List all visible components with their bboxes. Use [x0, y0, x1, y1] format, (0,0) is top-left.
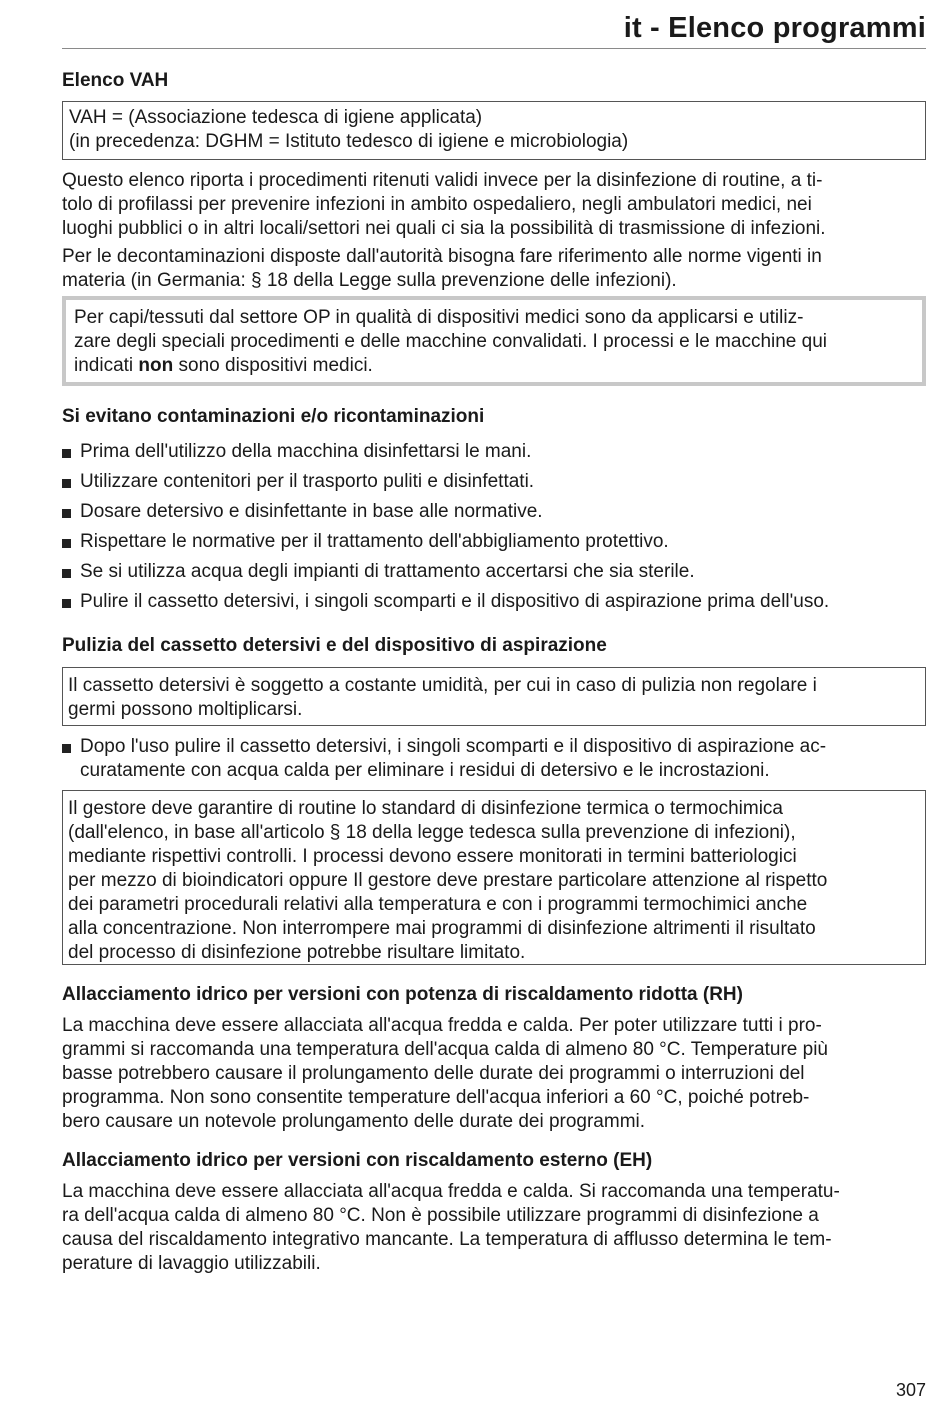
- box-line: Il cassetto detersivi è soggetto a costante umidità, per cui in caso di pulizia non regolare i: [68, 675, 817, 696]
- box-line: mediante rispettivi controlli. I processi devono essere monitorati in termini batteriologici: [68, 846, 797, 867]
- list-item: [62, 590, 932, 614]
- list-item-text: Se si utilizza acqua degli impianti di trattamento accertarsi che sia sterile.: [80, 561, 695, 582]
- list-item-text: Rispettare le normative per il trattamento dell'abbigliamento protettivo.: [80, 531, 669, 552]
- vah-box-line: (in precedenza: DGHM = Istituto tedesco di igiene e microbiologia): [69, 131, 629, 152]
- bullet-square-icon: [62, 479, 71, 488]
- text-line: materia (in Germania: § 18 della Legge sulla prevenzione delle infezioni).: [62, 270, 677, 291]
- box-line: del processo di disinfezione potrebbe risultare limitato.: [68, 942, 526, 963]
- note-text: sono dispositivi medici.: [173, 355, 373, 376]
- eh-heading: Allacciamento idrico per versioni con riscaldamento esterno (EH): [62, 1150, 653, 1171]
- text-line: tolo di profilassi per prevenire infezioni in ambito ospedaliero, negli ambulatori medici, nei: [62, 194, 812, 215]
- text-line: basse potrebbero causare il prolungamento delle durate dei programmi o interruzioni del: [62, 1063, 805, 1084]
- rh-paragraph: [62, 1014, 926, 1134]
- list-item: [62, 500, 932, 524]
- text-line: programma. Non sono consentite temperature dell'acqua inferiori a 60 °C, poiché potreb-: [62, 1087, 810, 1108]
- cleaning-heading: Pulizia del cassetto detersivi e del dispositivo di aspirazione: [62, 635, 607, 656]
- note-text: indicati: [74, 355, 139, 376]
- text-line: La macchina deve essere allacciata all'acqua fredda e calda. Si raccomanda una temperatu-: [62, 1181, 840, 1202]
- box-line: (dall'elenco, in base all'articolo § 18 della legge tedesca sulla prevenzione di infezioni),: [68, 822, 796, 843]
- box-line: per mezzo di bioindicatori oppure Il gestore deve prestare particolare attenzione al rispetto: [68, 870, 828, 891]
- list-item-text: Pulire il cassetto detersivi, i singoli scomparti e il dispositivo di aspirazione prima dell'uso.: [80, 591, 830, 612]
- text-line: La macchina deve essere allacciata all'acqua fredda e calda. Per poter utilizzare tutti i pro-: [62, 1015, 822, 1036]
- box-line: Il gestore deve garantire di routine lo standard di disinfezione termica o termochimica: [68, 798, 783, 819]
- text-line: grammi si raccomanda una temperatura dell'acqua calda di almeno 80 °C. Temperature più: [62, 1039, 829, 1060]
- text-line: Per le decontaminazioni disposte dall'autorità bisogna fare riferimento alle norme vigenti in: [62, 246, 822, 267]
- operator-responsibility-box: [62, 790, 926, 965]
- vah-box-line: VAH = (Associazione tedesca di igiene applicata): [69, 107, 483, 128]
- text-line: causa del riscaldamento integrativo mancante. La temperatura di afflusso determina le tem-: [62, 1229, 832, 1250]
- bullet-square-icon: [62, 509, 71, 518]
- text-line: luoghi pubblici o in altri locali/settori nei quali ci sia la possibilità di trasmissione di infezioni.: [62, 218, 826, 239]
- list-item: [62, 530, 932, 554]
- list-item-text: Utilizzare contenitori per il trasporto puliti e disinfettati.: [80, 471, 535, 492]
- note-line: Per capi/tessuti dal settore OP in qualità di dispositivi medici sono da applicarsi e utiliz-: [74, 307, 804, 328]
- vah-paragraph-1: [62, 169, 926, 241]
- medical-device-note-box: [62, 296, 926, 386]
- bullet-square-icon: [62, 449, 71, 458]
- box-line: dei parametri procedurali relativi alla temperatura e con i programmi termochimici anche: [68, 894, 808, 915]
- list-item-text: Dopo l'uso pulire il cassetto detersivi, i singoli scomparti e il dispositivo di aspirazione ac-: [80, 736, 827, 757]
- eh-paragraph: [62, 1180, 926, 1276]
- bullet-square-icon: [62, 539, 71, 548]
- list-item: [62, 560, 932, 584]
- list-item: [62, 440, 932, 464]
- page-title: it - Elenco programmi: [623, 12, 926, 44]
- humidity-warning-box: [62, 667, 926, 726]
- bullet-square-icon: [62, 599, 71, 608]
- list-item: [62, 470, 932, 494]
- note-line: zare degli speciali procedimenti e delle macchine convalidati. I processi e le macchine qui: [74, 331, 828, 352]
- vah-paragraph-2: [62, 245, 926, 293]
- contamination-list: [62, 440, 932, 614]
- page-number: 307: [895, 1380, 926, 1400]
- text-line: ra dell'acqua calda di almeno 80 °C. Non è possibile utilizzare programmi di disinfezione a: [62, 1205, 819, 1226]
- text-line: bero causare un notevole prolungamento delle durate dei programmi.: [62, 1111, 646, 1132]
- box-line: germi possono moltiplicarsi.: [68, 699, 303, 720]
- box-line: alla concentrazione. Non interrompere mai programmi di disinfezione altrimenti il risultato: [68, 918, 816, 939]
- text-line: perature di lavaggio utilizzabili.: [62, 1253, 321, 1274]
- list-item-text: Dosare detersivo e disinfettante in base alle normative.: [80, 501, 543, 522]
- rh-heading: Allacciamento idrico per versioni con potenza di riscaldamento ridotta (RH): [62, 984, 743, 1005]
- note-bold-text: non: [138, 355, 174, 376]
- list-item-text: curatamente con acqua calda per eliminare i residui di detersivo e le incrostazioni.: [80, 760, 770, 781]
- note-line: [74, 354, 914, 378]
- list-item: [62, 735, 926, 783]
- bullet-square-icon: [62, 744, 71, 753]
- page-header: [62, 10, 926, 49]
- bullet-square-icon: [62, 569, 71, 578]
- contamination-heading: Si evitano contaminazioni e/o ricontaminazioni: [62, 406, 485, 427]
- vah-definition-box: [62, 101, 926, 160]
- text-line: Questo elenco riporta i procedimenti ritenuti validi invece per la disinfezione di routine, a ti-: [62, 170, 823, 191]
- cleaning-list: [62, 735, 926, 783]
- vah-heading: Elenco VAH: [62, 70, 169, 91]
- list-item-text: Prima dell'utilizzo della macchina disinfettarsi le mani.: [80, 441, 532, 462]
